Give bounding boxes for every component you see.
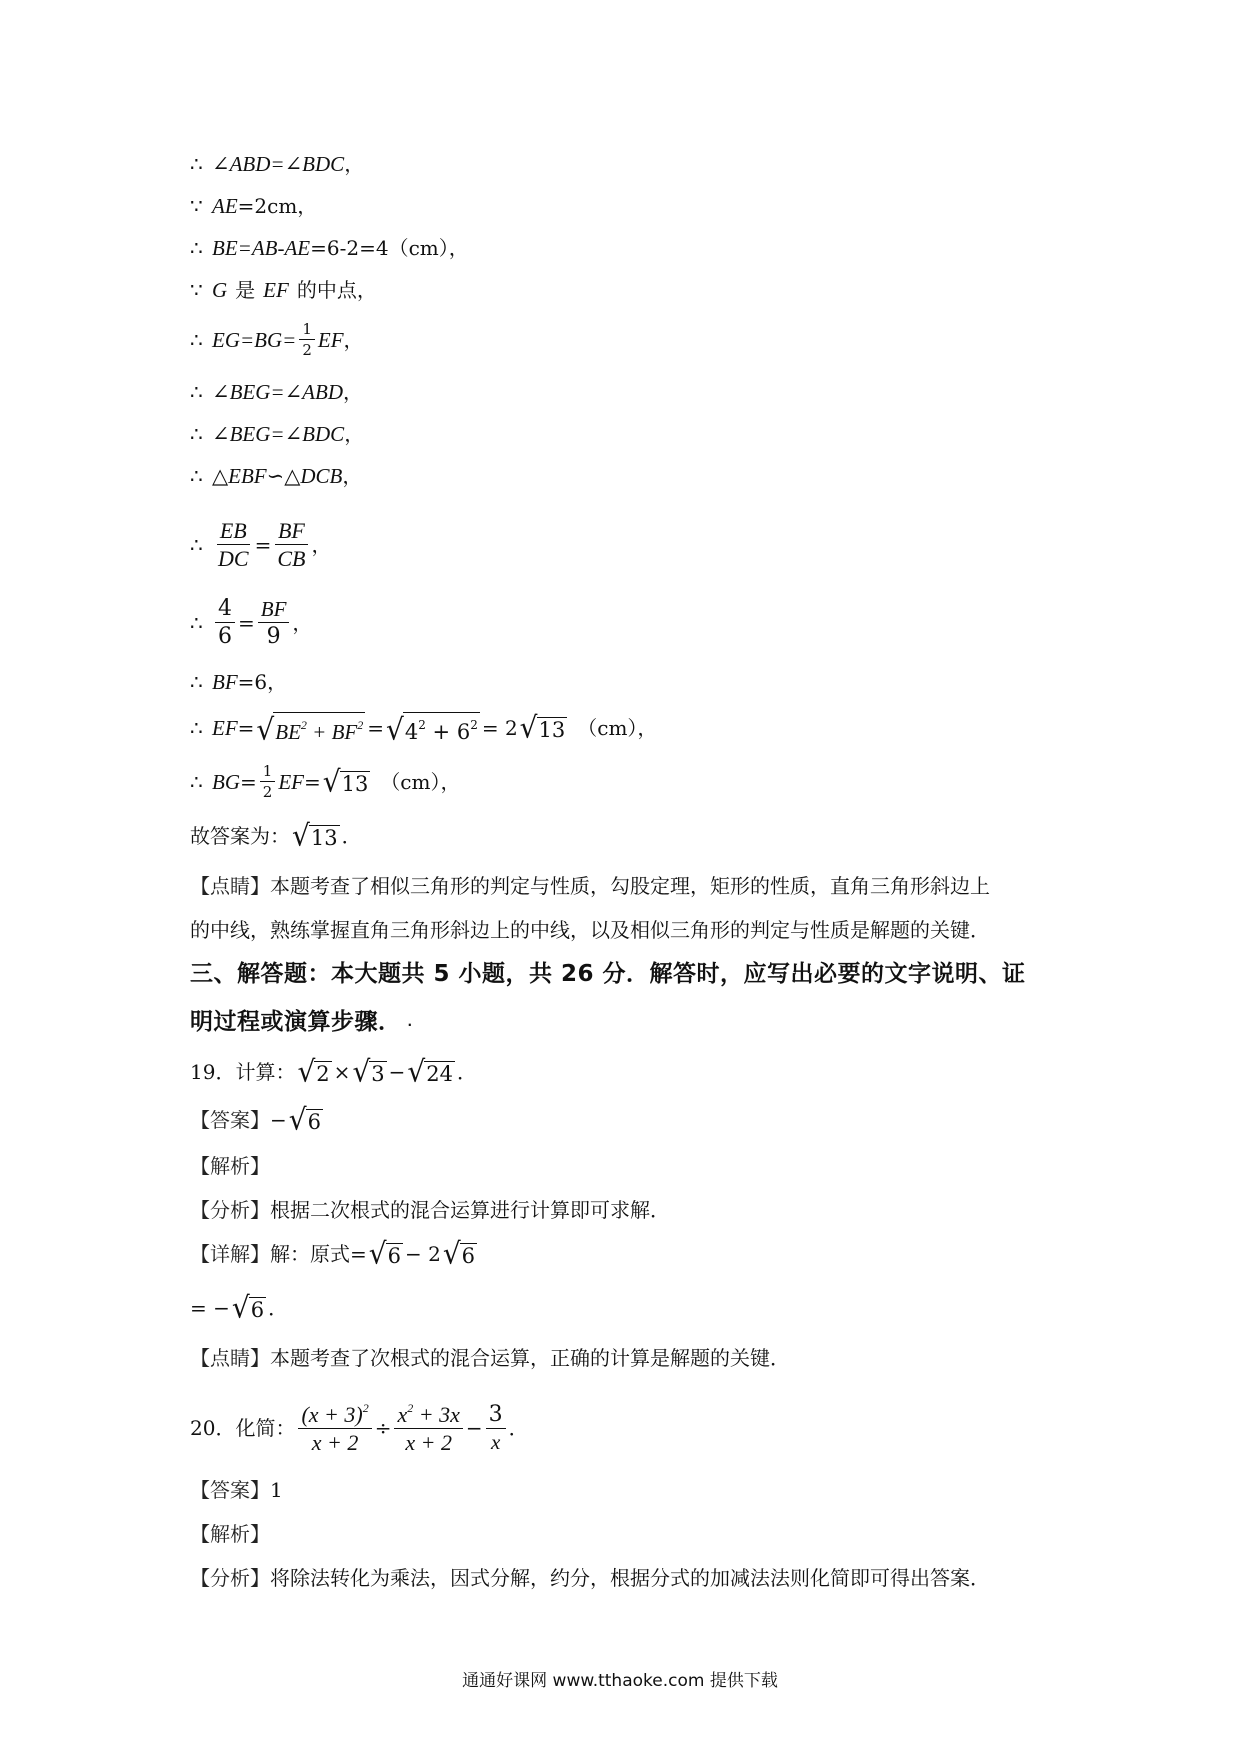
line-13: ∴ BG = $\frac{1}{2}$ EF = √ 13 （cm）， (190, 762, 461, 801)
comment-19: 【点睛】 本题考查了次根式的混合运算，正确的计算是解题的关键． (190, 1346, 790, 1370)
line-2: ∵ AE =2cm， (190, 194, 318, 218)
fraction: $\frac{(x + 3)^2}{x + 2}$ (298, 1402, 371, 1454)
line-4: ∵ G 是 EF 的中点， (190, 278, 377, 302)
section-heading: 三、解答题：本大题共 5 小题，共 26 分．解答时，应写出必要的文字说明、证 (190, 961, 1026, 987)
question-20: 20．化简： $\frac{(x + 3)^2}{x + 2}$ ÷ $\frac{x^2 + 3x}{x + 2}$ − $\frac{3}{x}$ ． (190, 1401, 529, 1455)
square-root: √ 13 (292, 818, 338, 853)
line-12: ∴ EF = √ $BE^2 + BF^2$ = √ $4^2 + 6^2$ = 2 √ 13 （cm）， (190, 710, 658, 747)
fraction: $\frac{1}{2}$ (260, 764, 276, 800)
answer-19: 【答案】 − √ 6 (190, 1102, 321, 1137)
line-7: ∴ ∠BEG=∠BDC ， (190, 422, 365, 446)
line-9: ∴ $\frac{EB}{DC}$ = $\frac{BF}{CB}$ ， (190, 518, 332, 571)
fraction: $\frac{x^2 + 3x}{x + 2}$ (394, 1402, 462, 1454)
answer-20: 【答案】 1 (190, 1478, 283, 1502)
analysis-20-label: 【解析】 (190, 1522, 270, 1546)
analysis-19-label: 【解析】 (190, 1154, 270, 1178)
square-root: √ 6 (231, 1290, 265, 1325)
line-11: ∴ BF =6， (190, 670, 288, 694)
square-root: √ $BE^2 + BF^2$ (256, 712, 364, 747)
square-root: √ 2 (297, 1054, 330, 1089)
line-1: ∴ ∠ABD=∠BDC ， (190, 152, 365, 176)
line-5: ∴ EG=BG= $\frac{1}{2}$ EF ， (190, 320, 364, 359)
line-8: ∴ △EBF∽△DCB ， (190, 464, 363, 488)
analysis-19: 【分析】 根据二次根式的混合运算进行计算即可求解． (190, 1198, 670, 1222)
square-root: √ 6 (288, 1102, 321, 1137)
fraction: $\frac{3}{x}$ (486, 1404, 506, 1453)
square-root: √ 13 (322, 764, 369, 799)
line-6: ∴ ∠BEG=∠ABD ， (190, 380, 364, 404)
line-15: 【点睛】 本题考查了相似三角形的判定与性质，勾股定理，矩形的性质，直角三角形斜边上 (190, 874, 990, 898)
section-heading-cont: 明过程或演算步骤． . (190, 1009, 413, 1035)
line-3: ∴ BE=AB-AE =6-2=4（cm）， (190, 236, 469, 260)
line-10: ∴ $\frac{4}{6}$ = $\frac{BF}{9}$ ， (190, 596, 313, 649)
fraction: $\frac{EB}{DC}$ (218, 518, 249, 571)
square-root: √ 3 (352, 1054, 385, 1089)
line-16: 的中线，熟练掌握直角三角形斜边上的中线，以及相似三角形的判定与性质是解题的关键． (190, 918, 990, 942)
square-root: √ 13 (519, 710, 566, 745)
question-19: 19．计算： √ 2 × √ 3 − √ 24 ． (190, 1054, 477, 1089)
line-14: 故答案为： √ 13 ． (190, 818, 362, 853)
square-root: √ 6 (442, 1236, 476, 1271)
detail-19-result: = − √ 6 ． (190, 1290, 289, 1325)
square-root: √ $4^2 + 6^2$ (386, 712, 478, 747)
analysis-20: 【分析】 将除法转化为乘法，因式分解，约分，根据分式的加减法法则化简即可得出答案． (190, 1566, 990, 1590)
square-root: √ 24 (407, 1054, 453, 1089)
fraction: $\frac{1}{2}$ (299, 322, 315, 358)
fraction: $\frac{4}{6}$ (215, 598, 235, 648)
page-footer: 通通好课网 www.tthaoke.com 提供下载 (462, 1671, 778, 1691)
detail-19: 【详解】 解：原式 = √ 6 − 2 √ 6 (190, 1236, 476, 1271)
fraction: $\frac{BF}{9}$ (258, 599, 290, 648)
square-root: √ 6 (368, 1236, 401, 1271)
fraction: $\frac{BF}{CB}$ (274, 520, 308, 570)
